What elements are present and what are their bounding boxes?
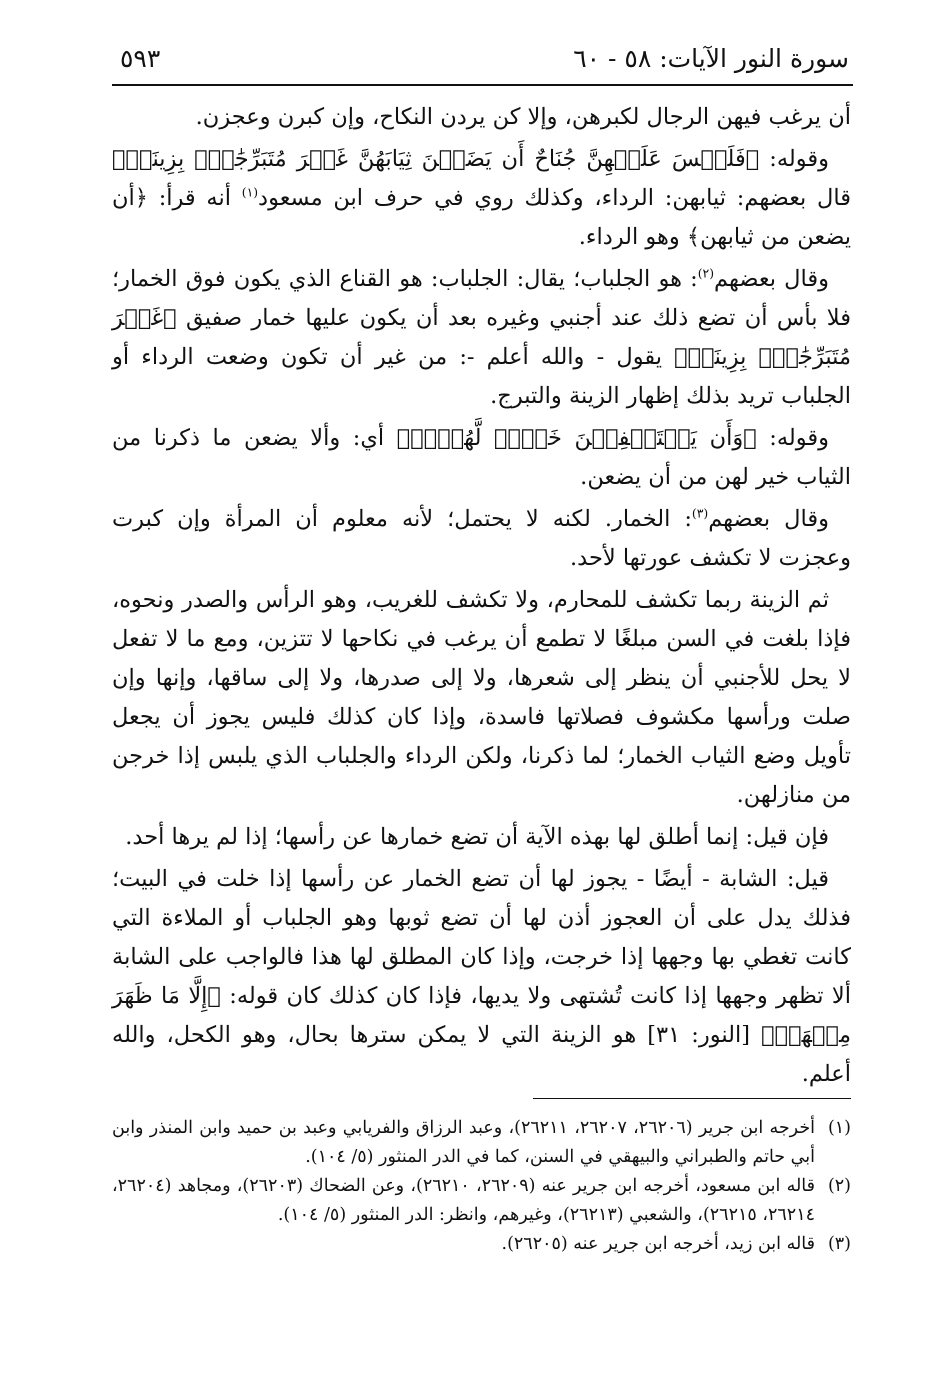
footnote-ref[interactable]: (٣): [691, 506, 709, 521]
paragraph: فإن قيل: إنما أطلق لها بهذه الآية أن تضع خمارها عن رأسها؛ إذا لم يرها أحد.: [125, 824, 829, 850]
paragraph: ثم الزينة ربما تكشف للمحارم، ولا تكشف للغريب، وهو الرأس والصدر ونحوه، فإذا بلغت في السن مبلغًا لا تطمع أن يرغب في نكاحها لا تتزين، ومع ما لا تفعل لا يحل للأجنبي أن ينظر إلى شعرها، ولا إلى صدرها، ولا إلى ساقها، وإنها وإن صلت ورأسها مكشوف فصلاتها فاسدة، وإذا كان كذلك فليس يجوز أن يجعل تأويل وضع الثياب الخمار؛ لما ذكرنا، ولكن الرداء والجلباب الذي يلبس إذا خرجن من منازلهن.: [112, 587, 851, 808]
footnote: [112, 1172, 851, 1230]
paragraph-text: وقوله: ﴿فَلَيۡسَ عَلَيۡهِنَّ جُنَاحٌ أَن يَضَعۡنَ ثِيَابَهُنَّ غَيۡرَ مُتَبَرِّجَٰتِۭ بِزِينَةٖ﴾ قال بعضهم: ثيابهن: الرداء، وكذلك روي في حرف ابن مسعود: [112, 146, 852, 211]
paragraph: [112, 500, 851, 578]
footnote-ref[interactable]: (٢): [697, 266, 715, 281]
running-title: سورة النور الآيات: ٥٨ - ٦٠: [573, 44, 849, 73]
footnote-text: أخرجه ابن جرير (٢٦٢٠٦، ٢٦٢٠٧، ٢٦٢١١)، وعبد الرزاق والفريابي وعبد بن حميد وابن المنذر وابن أبي حاتم والطبراني والبيهقي في السنن، كما في الدر المنثور (٥/ ١٠٤).: [112, 1118, 816, 1167]
footnote-ref[interactable]: (١): [241, 185, 259, 200]
paragraph: [112, 140, 851, 257]
paragraph-text: : هو الجلباب؛ يقال: الجلباب: هو القناع الذي يكون فوق الخمار؛ فلا بأس أن تضع ذلك عند أجنبي وغيره بعد أن يكون عليها خمار صفيق ﴿غَيۡرَ مُتَبَرِّجَٰتِۭ بِزِينَةٖ﴾ يقول - والله أعلم -: من غير أن تكون وضعت الرداء أو الجلباب تريد بذلك إظهار الزينة والتبرج.: [112, 266, 851, 409]
page-header: [112, 40, 853, 86]
footnote: [112, 1114, 851, 1172]
footnotes: [112, 1114, 851, 1259]
main-text: [112, 98, 851, 1097]
paragraph: قيل: الشابة - أيضًا - يجوز لها أن تضع الخمار عن رأسها إذا خلت في البيت؛ فذلك يدل على أن العجوز أذن لها أن تضع ثوبها وهو الجلباب أو الملاءة التي كانت تغطي بها وجهها إذا خرجت، وإذا كان المطلق لها هذا فالواجب على الشابة ألا تظهر وجهها إذا كانت تُشتهى ولا يديها، فإذا كان كذلك كان قوله: ﴿إِلَّا مَا ظَهَرَ مِنۡهَاۖ﴾ [النور: ٣١] هو الزينة التي لا يمكن سترها بحال، وهو الكحل، والله أعلم.: [112, 866, 851, 1087]
footnote-number: (١): [827, 1118, 851, 1138]
page-number: ٥٩٣: [120, 44, 161, 73]
paragraph: وقوله: ﴿وَأَن يَسۡتَعۡفِفۡنَ خَيۡرٞ لَّهُنَّۗ﴾ أي: وألا يضعن ما ذكرنا من الثياب خير لهن من أن يضعن.: [112, 425, 851, 490]
paragraph-text: وقال بعضهم: [714, 266, 830, 292]
paragraph-text: وقال بعضهم: [708, 506, 829, 532]
footnote: [112, 1230, 851, 1259]
paragraph: أن يرغب فيهن الرجال لكبرهن، وإلا كن يردن النكاح، وإن كبرن وعجزن.: [195, 104, 851, 130]
footnote-number: (٣): [827, 1234, 851, 1254]
footnote-separator: [533, 1098, 851, 1099]
footnote-text: قاله ابن مسعود، أخرجه ابن جرير عنه (٢٦٢٠٩، ٢٦٢١٠)، وعن الضحاك (٢٦٢٠٣)، ومجاهد (٢٦٢٠٤، ٢٦٢١٤، ٢٦٢١٥)، والشعبي (٢٦٢١٣)، وغيرهم، وانظر: الدر المنثور (٥/ ١٠٤).: [112, 1176, 816, 1225]
footnote-text: قاله ابن زيد، أخرجه ابن جرير عنه (٢٦٢٠٥).: [501, 1234, 815, 1254]
paragraph-text: : الخمار. لكنه لا يحتمل؛ لأنه معلوم أن المرأة وإن كبرت وعجزت لا تكشف عورتها لأحد.: [112, 506, 851, 571]
paragraph-text: أنه قرأ: ﴿أن يضعن من ثيابهن﴾ وهو الرداء.: [112, 185, 851, 250]
paragraph: [112, 260, 851, 416]
footnote-number: (٢): [827, 1176, 851, 1196]
